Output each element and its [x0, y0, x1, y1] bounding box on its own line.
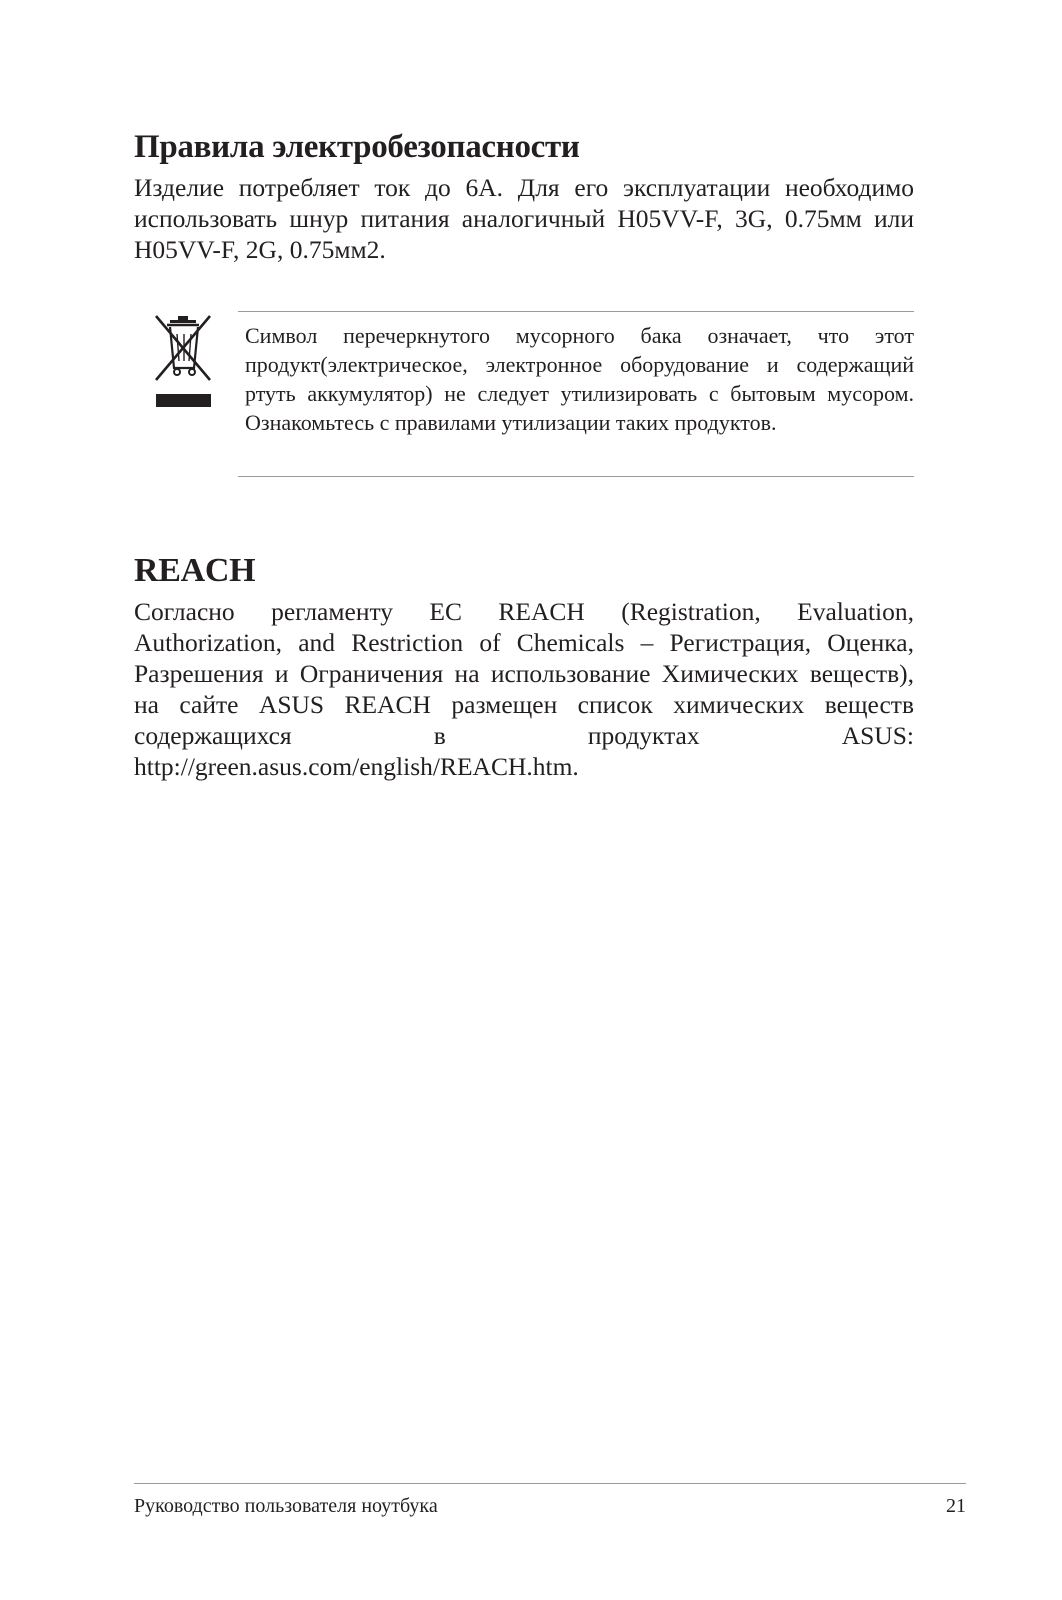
page-number: 21 [946, 1495, 966, 1517]
footer-manual-title: Руководство пользователя ноутбука [134, 1495, 438, 1517]
section-heading-reach: REACH [134, 552, 256, 589]
reach-paragraph: Согласно регламенту ЕС REACH (Registration, Evaluation, Authorization, and Restriction of Chemicals – Регистрация, Оценка, Разрешения и Ограничения на использование Химических веществ), на сайте ASUS REACH размещен список химических веществ содержащихся в продуктах ASUS: http://green.asus.com/english/REACH.htm. [134, 597, 914, 781]
electrical-safety-paragraph: Изделие потребляет ток до 6A. Для его эксплуатации необходимо использовать шнур питания аналогичный H05VV-F, 3G, 0.75мм или H05VV-F, 2G, 0.75мм2. [134, 173, 914, 264]
section-heading-electrical-safety: Правила электробезопасности [134, 129, 580, 165]
footer-divider [134, 1483, 966, 1484]
note-top-divider [238, 311, 914, 312]
disposal-note-text: Символ перечеркнутого мусорного бака означает, что этот продукт(электрическое, электронное оборудование и содержащий ртуть аккумулятор) не следует утилизировать с бытовым мусором. Ознакомьтесь с правилами утилизации таких продуктов. [245, 323, 914, 435]
note-bottom-divider [238, 476, 914, 477]
crossed-out-wheeled-bin-icon [152, 314, 214, 410]
